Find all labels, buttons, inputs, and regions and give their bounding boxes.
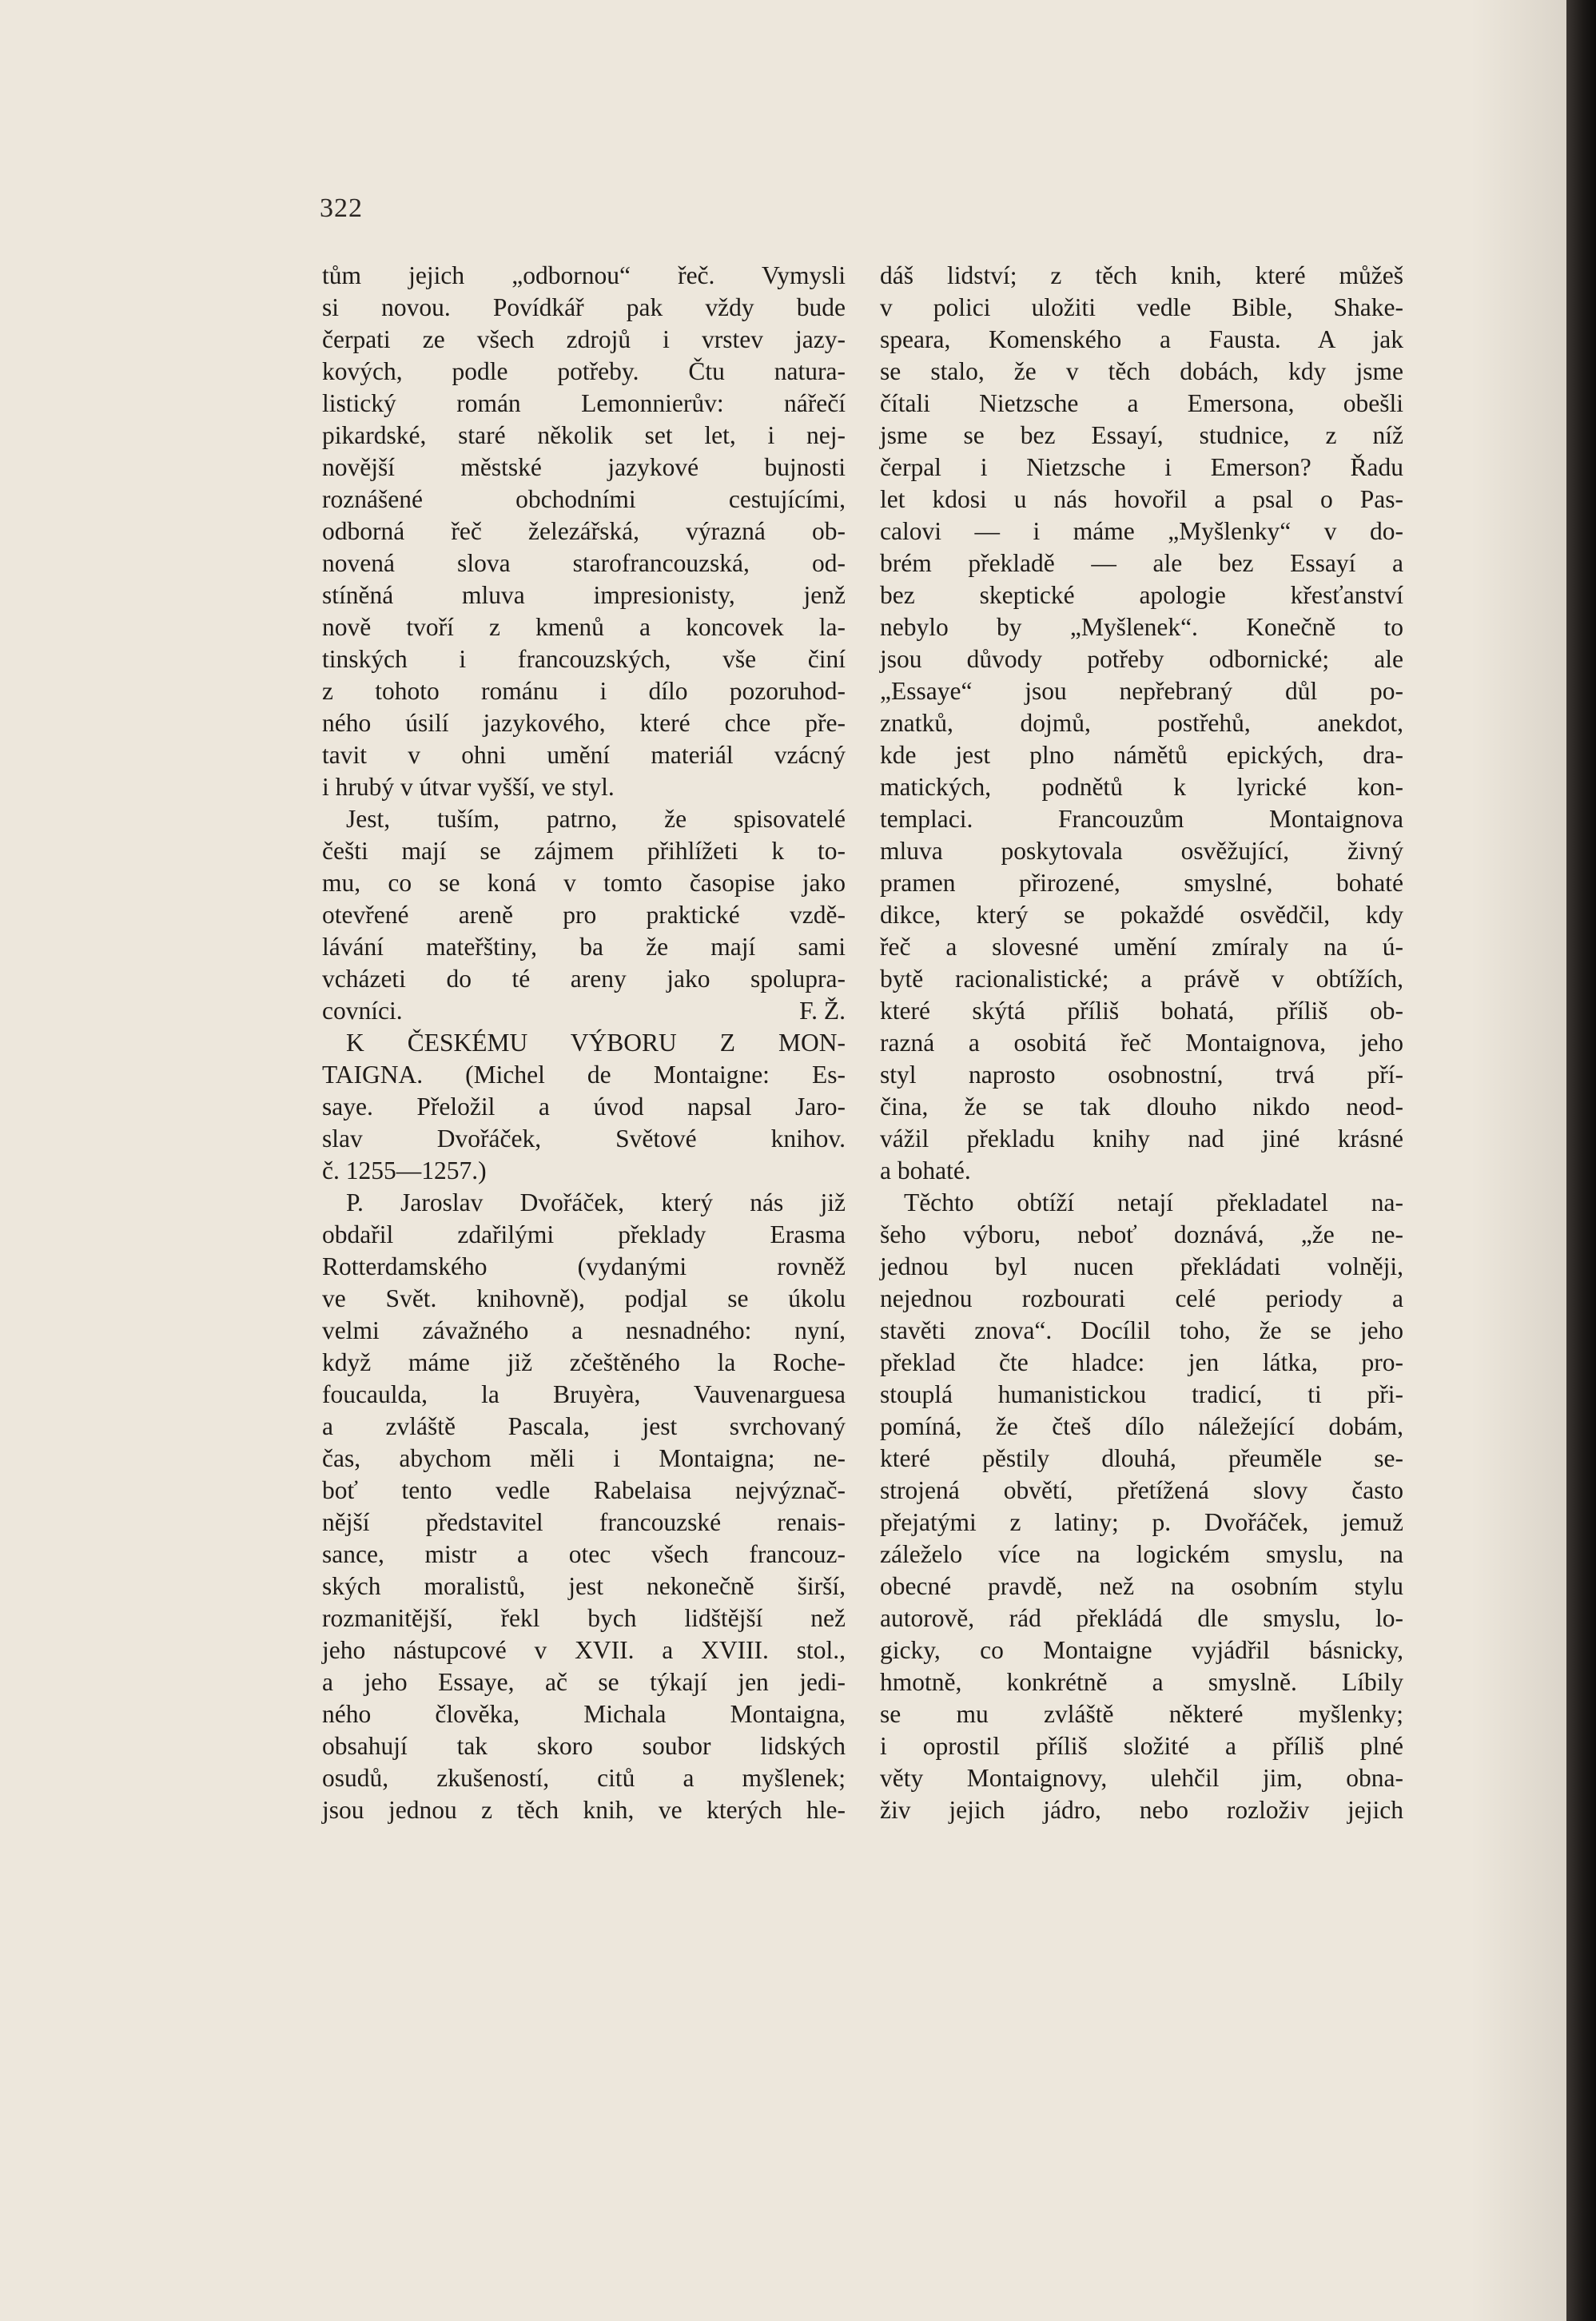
text-line: v polici uložiti vedle Bible, Shake- — [880, 293, 1403, 321]
text-line: pramen přirozené, smyslné, bohaté — [880, 869, 1403, 897]
left-text-column — [322, 260, 846, 1826]
text-line: stouplá humanistickou tradicí, ti při- — [880, 1380, 1403, 1408]
text-line: nejednou rozbourati celé periody a — [880, 1284, 1403, 1312]
right-text-column — [880, 260, 1403, 1826]
page-number: 322 — [320, 193, 363, 223]
text-line: čina, že se tak dlouho nikdo neod- — [880, 1093, 1403, 1121]
text-line: matických, podnětů k lyrické kon- — [880, 773, 1403, 801]
text-line: ve Svět. knihovně), podjal se úkolu — [322, 1284, 846, 1312]
text-line: ného člověka, Michala Montaigna, — [322, 1700, 846, 1728]
text-line: roznášené obchodními cestujícími, — [322, 485, 846, 513]
text-line: „Essaye“ jsou nepřebraný důl po- — [880, 677, 1403, 705]
text-line: a bohaté. — [880, 1157, 971, 1184]
text-line: autorově, rád překládá dle smyslu, lo- — [880, 1604, 1403, 1632]
text-line: pikardské, staré několik set let, i nej- — [322, 421, 846, 449]
text-line — [322, 995, 846, 1027]
text-line: dáš lidství; z těch knih, které můžeš — [880, 261, 1403, 289]
text-line: nější představitel francouzské renais- — [322, 1508, 846, 1536]
text-line: slav Dvořáček, Světové knihov. — [322, 1125, 846, 1153]
text-line: novená slova starofrancouzská, od- — [322, 549, 846, 577]
text-line: tavit v ohni umění materiál vzácný — [322, 741, 846, 769]
text-line: strojená obvětí, přetížená slovy často — [880, 1476, 1403, 1504]
text-line: šeho výboru, neboť doznává, „že ne- — [880, 1220, 1403, 1248]
text-line: č. 1255—1257.) — [322, 1157, 487, 1184]
text-line: jsou jednou z těch knih, ve kterých hle- — [322, 1796, 846, 1824]
text-line: čerpati ze všech zdrojů i vrstev jazy- — [322, 325, 846, 353]
text-line: a zvláště Pascala, jest svrchovaný — [322, 1412, 846, 1440]
text-line: kde jest plno námětů epických, dra- — [880, 741, 1403, 769]
text-line: si novou. Povídkář pak vždy bude — [322, 293, 846, 321]
text-line: věty Montaignovy, ulehčil jim, obna- — [880, 1764, 1403, 1792]
text-line: bez skeptické apologie křesťanství — [880, 581, 1403, 609]
text-line: obsahují tak skoro soubor lidských — [322, 1732, 846, 1760]
text-line: velmi závažného a nesnadného: nyní, — [322, 1316, 846, 1344]
text-line: znatků, dojmů, postřehů, anekdot, — [880, 709, 1403, 737]
text-line: i hrubý v útvar vyšší, ve styl. — [322, 773, 615, 801]
page-shadow — [1471, 0, 1566, 2321]
text-line: vážil překladu knihy nad jiné krásné — [880, 1125, 1403, 1153]
text-line: saye. Přeložil a úvod napsal Jaro- — [322, 1093, 846, 1121]
text-line: stavěti znova“. Docílil toho, že se jeho — [880, 1316, 1403, 1344]
text-line: nebylo by „Myšlenek“. Konečně to — [880, 613, 1403, 641]
text-line: nově tvoří z kmenů a koncovek la- — [322, 613, 846, 641]
text-line: otevřené areně pro praktické vzdě- — [322, 901, 846, 929]
text-line: se mu zvláště některé myšlenky; — [880, 1700, 1403, 1728]
text-line: mu, co se koná v tomto časopise jako — [322, 869, 846, 897]
text-line: let kdosi u nás hovořil a psal o Pas- — [880, 485, 1403, 513]
text-line: tům jejich „odbornou“ řeč. Vymysli — [322, 261, 846, 289]
text-line: tinských i francouzských, vše činí — [322, 645, 846, 673]
text-line: přejatými z latiny; p. Dvořáček, jemuž — [880, 1508, 1403, 1536]
text-line: češti mají se zájmem přihlížeti k to- — [322, 837, 846, 865]
text-line: i oprostil příliš složité a příliš plné — [880, 1732, 1403, 1760]
text-line: speara, Komenského a Fausta. A jak — [880, 325, 1403, 353]
text-line: Těchto obtíží netají překladatel na- — [904, 1188, 1403, 1216]
text-line: ských moralistů, jest nekonečně širší, — [322, 1572, 846, 1600]
text-line: vcházeti do té areny jako spolupra- — [322, 965, 846, 993]
text-line: foucaulda, la Bruyèra, Vauvenarguesa — [322, 1380, 846, 1408]
text-line: novější městské jazykové bujnosti — [322, 453, 846, 481]
text-line: stíněná mluva impresionisty, jenž — [322, 581, 846, 609]
book-binding-edge — [1566, 0, 1596, 2321]
text-line: čas, abychom měli i Montaigna; ne- — [322, 1444, 846, 1472]
text-line: obdařil zdařilými překlady Erasma — [322, 1220, 846, 1248]
text-line: a jeho Essaye, ač se týkají jen jedi- — [322, 1668, 846, 1696]
text-line: pomíná, že čteš dílo náležející dobám, — [880, 1412, 1403, 1440]
text-line: razná a osobitá řeč Montaignova, jeho — [880, 1029, 1403, 1057]
text-line: jsme se bez Essayí, studnice, z níž — [880, 421, 1403, 449]
text-line: které pěstily dlouhá, přeuměle se- — [880, 1444, 1403, 1472]
text-line: se stalo, že v těch dobách, kdy jsme — [880, 357, 1403, 385]
text-line: čítali Nietzsche a Emersona, obešli — [880, 389, 1403, 417]
text-line: čerpal i Nietzsche i Emerson? Řadu — [880, 453, 1403, 481]
text-line: jeho nástupcové v XVII. a XVIII. stol., — [322, 1636, 846, 1664]
text-line: jsou důvody potřeby odbornické; ale — [880, 645, 1403, 673]
text-line: ného úsilí jazykového, které chce pře- — [322, 709, 846, 737]
text-line: když máme již zčeštěného la Roche- — [322, 1348, 846, 1376]
text-line: gicky, co Montaigne vyjádřil básnicky, — [880, 1636, 1403, 1664]
text-line: odborná řeč železářská, výrazná ob- — [322, 517, 846, 545]
text-line: TAIGNA. (Michel de Montaigne: Es- — [322, 1061, 846, 1089]
text-line: styl naprosto osobnostní, trvá pří- — [880, 1061, 1403, 1089]
text-line: P. Jaroslav Dvořáček, který nás již — [346, 1188, 846, 1216]
text-line: sance, mistr a otec všech francouz- — [322, 1540, 846, 1568]
text-line: Jest, tuším, patrno, že spisovatelé — [346, 805, 846, 833]
text-line: živ jejich jádro, nebo rozloživ jejich — [880, 1796, 1403, 1824]
author-signature: F. Ž. — [799, 997, 846, 1025]
text-line: brém překladě — ale bez Essayí a — [880, 549, 1403, 577]
text-line: rozmanitější, řekl bych lidštější než — [322, 1604, 846, 1632]
text-line: K ČESKÉMU VÝBORU Z MON- — [346, 1029, 846, 1057]
text-line: mluva poskytovala osvěžující, živný — [880, 837, 1403, 865]
text-line: z tohoto románu i dílo pozoruhod- — [322, 677, 846, 705]
text-line: osudů, zkušeností, citů a myšlenek; — [322, 1764, 846, 1792]
text-line: bytě racionalistické; a právě v obtížích, — [880, 965, 1403, 993]
text-line: Rotterdamského (vydanými rovněž — [322, 1252, 846, 1280]
text-line: lávání mateřštiny, ba že mají sami — [322, 933, 846, 961]
text-line: hmotně, konkrétně a smyslně. Líbily — [880, 1668, 1403, 1696]
text-line: boť tento vedle Rabelaisa nejvýznač- — [322, 1476, 846, 1504]
text-line: jednou byl nucen překládati volněji, — [880, 1252, 1403, 1280]
text-line: obecné pravdě, než na osobním stylu — [880, 1572, 1403, 1600]
text-line: templaci. Francouzům Montaignova — [880, 805, 1403, 833]
text-line: dikce, který se pokaždé osvědčil, kdy — [880, 901, 1403, 929]
text-line: překlad čte hladce: jen látka, pro- — [880, 1348, 1403, 1376]
text-line: které skýtá příliš bohatá, příliš ob- — [880, 997, 1403, 1025]
line-text: covníci. — [322, 997, 403, 1025]
text-line: calovi — i máme „Myšlenky“ v do- — [880, 517, 1403, 545]
text-line: řeč a slovesné umění zmíraly na ú- — [880, 933, 1403, 961]
text-line: listický román Lemonnierův: nářečí — [322, 389, 846, 417]
text-line: kových, podle potřeby. Čtu natura- — [322, 357, 846, 385]
text-line: záleželo více na logickém smyslu, na — [880, 1540, 1403, 1568]
